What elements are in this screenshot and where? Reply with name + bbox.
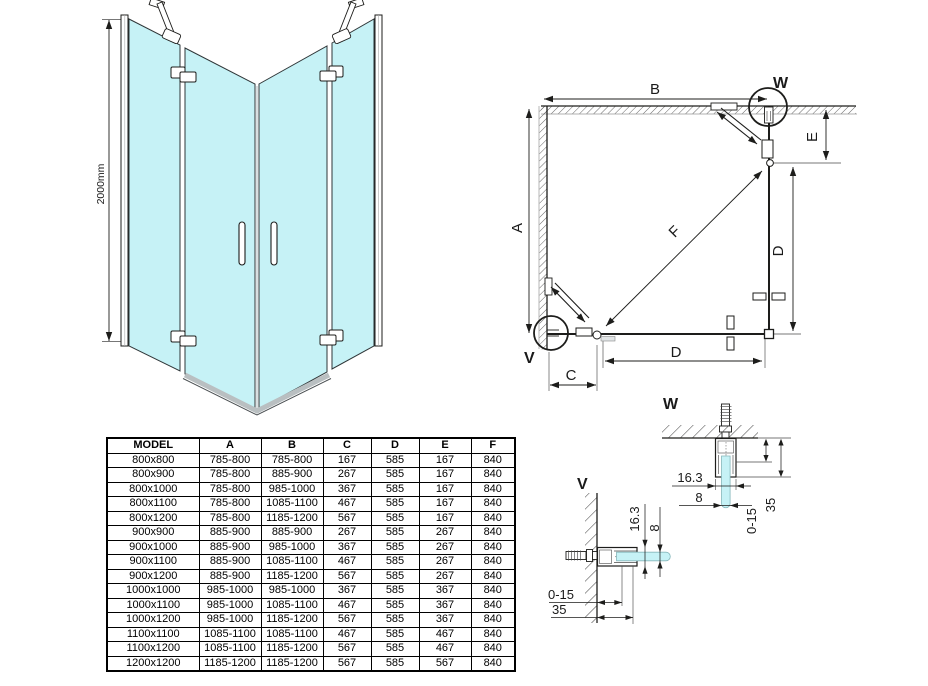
table-row xyxy=(107,584,515,599)
table-cell: 567 xyxy=(419,656,471,671)
right-glass-wall xyxy=(753,106,785,334)
table-cell: 585 xyxy=(371,598,419,613)
table-cell: 840 xyxy=(471,540,515,555)
table-cell: 1185-1200 xyxy=(199,656,261,671)
table-cell: 585 xyxy=(371,511,419,526)
dimension-c xyxy=(549,345,597,391)
table-cell: 1185-1200 xyxy=(261,511,323,526)
glass-pane-v xyxy=(617,552,671,561)
height-dim-label: 2000mm xyxy=(95,163,107,205)
table-cell: 367 xyxy=(323,540,371,555)
col-header-c: C xyxy=(323,438,371,453)
table-cell: 585 xyxy=(371,627,419,642)
table-row xyxy=(107,555,515,570)
table-cell: 585 xyxy=(371,555,419,570)
table-cell: 1185-1200 xyxy=(261,613,323,628)
table-cell: 167 xyxy=(419,511,471,526)
table-cell: 900x1200 xyxy=(107,569,199,584)
table-cell: 367 xyxy=(323,482,371,497)
pivot-right xyxy=(767,160,774,167)
table-cell: 585 xyxy=(371,613,419,628)
dim-label-e: E xyxy=(804,131,821,143)
table-cell: 367 xyxy=(419,613,471,628)
table-cell: 885-900 xyxy=(199,555,261,570)
table-cell: 800x1000 xyxy=(107,482,199,497)
table-row xyxy=(107,642,515,657)
dim-w-adjust-label: 0-15 xyxy=(744,507,759,535)
table-cell: 467 xyxy=(323,497,371,512)
table-cell: 840 xyxy=(471,555,515,570)
spec-table xyxy=(106,437,516,672)
detail-w-title: W xyxy=(663,396,679,413)
table-cell: 1085-1100 xyxy=(261,497,323,512)
table-cell: 785-800 xyxy=(199,511,261,526)
table-cell: 567 xyxy=(323,569,371,584)
col-header-f: F xyxy=(471,438,515,453)
table-cell: 467 xyxy=(419,642,471,657)
table-cell: 267 xyxy=(419,526,471,541)
dim-label-d-right: D xyxy=(770,245,787,257)
table-cell: 1085-1100 xyxy=(261,627,323,642)
dimension-a xyxy=(509,109,529,333)
table-cell: 367 xyxy=(419,598,471,613)
table-cell: 585 xyxy=(371,497,419,512)
table-cell: 567 xyxy=(323,511,371,526)
table-cell: 267 xyxy=(323,468,371,483)
dimension-d-bottom xyxy=(603,338,765,368)
table-cell: 885-900 xyxy=(199,540,261,555)
dim-w-glass xyxy=(679,490,752,508)
table-row xyxy=(107,526,515,541)
table-cell: 167 xyxy=(419,453,471,468)
table-header-row xyxy=(107,438,515,453)
table-cell: 167 xyxy=(323,453,371,468)
table-cell: 785-800 xyxy=(199,468,261,483)
dim-v-depth-label: 16.3 xyxy=(627,506,642,532)
table-cell: 567 xyxy=(323,656,371,671)
detail-marker-v-label: V xyxy=(524,350,535,367)
detail-v-title: V xyxy=(577,476,588,493)
col-header-model: MODEL xyxy=(107,438,199,453)
table-row xyxy=(107,540,515,555)
table-cell: 585 xyxy=(371,656,419,671)
table-row xyxy=(107,482,515,497)
dim-label-a: A xyxy=(509,222,526,234)
table-cell: 840 xyxy=(471,656,515,671)
table-cell: 840 xyxy=(471,584,515,599)
table-row xyxy=(107,613,515,628)
table-cell: 840 xyxy=(471,453,515,468)
table-cell: 467 xyxy=(419,627,471,642)
table-cell: 1185-1200 xyxy=(261,569,323,584)
corner-joint xyxy=(765,330,774,339)
dim-label-c: C xyxy=(565,367,577,384)
dim-v-glass-label: 8 xyxy=(647,524,662,532)
table-cell: 785-800 xyxy=(199,453,261,468)
table-cell: 800x1100 xyxy=(107,497,199,512)
table-cell: 1085-1100 xyxy=(199,627,261,642)
pivot-bracket-bottom xyxy=(576,328,592,336)
table-row xyxy=(107,569,515,584)
table-cell: 785-800 xyxy=(199,482,261,497)
table-cell: 840 xyxy=(471,526,515,541)
table-cell: 885-900 xyxy=(199,569,261,584)
plan-view xyxy=(505,60,928,405)
door-panel-right xyxy=(259,46,327,409)
dim-v-profile-label: 35 xyxy=(552,602,567,617)
table-cell: 840 xyxy=(471,468,515,483)
table-cell: 1185-1200 xyxy=(261,642,323,657)
dimension-e xyxy=(771,110,841,163)
table-cell: 840 xyxy=(471,642,515,657)
door-handle-left xyxy=(239,222,245,265)
table-cell: 467 xyxy=(323,598,371,613)
dim-w-adjust xyxy=(744,439,769,534)
wall-screw-v xyxy=(566,550,597,562)
pivot-bottom xyxy=(593,331,601,339)
table-cell: 1085-1100 xyxy=(261,555,323,570)
table-row xyxy=(107,656,515,671)
table-cell: 467 xyxy=(323,627,371,642)
table-cell: 367 xyxy=(419,584,471,599)
bottom-glass-wall xyxy=(547,316,774,350)
table-cell: 585 xyxy=(371,569,419,584)
table-body xyxy=(107,453,515,671)
table-row xyxy=(107,468,515,483)
table-cell: 885-900 xyxy=(261,468,323,483)
table-row xyxy=(107,511,515,526)
table-cell: 567 xyxy=(323,642,371,657)
detail-w xyxy=(662,396,791,534)
table-cell: 840 xyxy=(471,627,515,642)
table-cell: 1000x1100 xyxy=(107,598,199,613)
table-cell: 900x1100 xyxy=(107,555,199,570)
dimension-b xyxy=(544,81,767,99)
table-cell: 567 xyxy=(323,613,371,628)
glass-pane-w xyxy=(722,456,731,508)
table-cell: 267 xyxy=(419,540,471,555)
dim-v-glass xyxy=(647,507,663,577)
hinge-plan-right xyxy=(762,140,773,158)
table-cell: 467 xyxy=(323,555,371,570)
wall-w xyxy=(662,425,758,438)
table-cell: 585 xyxy=(371,642,419,657)
table-cell: 585 xyxy=(371,540,419,555)
door-handle-right xyxy=(271,222,277,265)
dim-w-depth-label: 16.3 xyxy=(677,470,703,485)
table-cell: 985-1000 xyxy=(261,482,323,497)
detail-views xyxy=(520,393,928,686)
table-cell: 985-1000 xyxy=(199,584,261,599)
table-cell: 785-800 xyxy=(199,497,261,512)
table-cell: 367 xyxy=(323,584,371,599)
table-cell: 885-900 xyxy=(199,526,261,541)
table-cell: 1085-1100 xyxy=(261,598,323,613)
dim-v-depth xyxy=(627,504,648,579)
detail-marker-w-label: W xyxy=(773,75,789,92)
dim-label-b: B xyxy=(649,81,661,98)
table-cell: 585 xyxy=(371,453,419,468)
handle-plan-bottom xyxy=(727,316,734,329)
table-row xyxy=(107,497,515,512)
table-cell: 1000x1200 xyxy=(107,613,199,628)
dim-label-f: F xyxy=(665,222,685,242)
table-cell: 985-1000 xyxy=(199,598,261,613)
col-header-e: E xyxy=(419,438,471,453)
dimension-d-right xyxy=(770,167,801,334)
dim-w-glass-label: 8 xyxy=(695,490,703,505)
table-cell: 985-1000 xyxy=(261,584,323,599)
dim-label-d-bottom: D xyxy=(670,344,682,361)
table-cell: 585 xyxy=(371,482,419,497)
table-cell: 267 xyxy=(323,526,371,541)
table-cell: 1085-1100 xyxy=(199,642,261,657)
table-cell: 800x900 xyxy=(107,468,199,483)
table-cell: 840 xyxy=(471,613,515,628)
isometric-view xyxy=(60,0,430,420)
table-cell: 585 xyxy=(371,468,419,483)
table-cell: 585 xyxy=(371,584,419,599)
table-cell: 800x1200 xyxy=(107,511,199,526)
table-row xyxy=(107,627,515,642)
table-cell: 840 xyxy=(471,598,515,613)
table-cell: 1185-1200 xyxy=(261,656,323,671)
table-cell: 167 xyxy=(419,482,471,497)
detail-v xyxy=(548,476,670,624)
table-cell: 840 xyxy=(471,569,515,584)
table-cell: 840 xyxy=(471,511,515,526)
col-header-d: D xyxy=(371,438,419,453)
table-cell: 840 xyxy=(471,482,515,497)
table-cell: 1000x1000 xyxy=(107,584,199,599)
table-cell: 785-800 xyxy=(261,453,323,468)
table-cell: 167 xyxy=(419,468,471,483)
table-cell: 1200x1200 xyxy=(107,656,199,671)
table-cell: 885-900 xyxy=(261,526,323,541)
table-row xyxy=(107,453,515,468)
table-cell: 167 xyxy=(419,497,471,512)
col-header-a: A xyxy=(199,438,261,453)
table-cell: 1100x1200 xyxy=(107,642,199,657)
dim-w-profile-label: 35 xyxy=(763,497,778,513)
table-cell: 840 xyxy=(471,497,515,512)
table-cell: 1100x1100 xyxy=(107,627,199,642)
table-cell: 800x800 xyxy=(107,453,199,468)
dim-w-depth xyxy=(672,470,751,489)
dim-v-adjust-label: 0-15 xyxy=(548,587,575,602)
dimension-f xyxy=(606,171,762,326)
table-row xyxy=(107,598,515,613)
table-cell: 985-1000 xyxy=(261,540,323,555)
table-cell: 585 xyxy=(371,526,419,541)
table-cell: 267 xyxy=(419,569,471,584)
col-header-b: B xyxy=(261,438,323,453)
table-cell: 267 xyxy=(419,555,471,570)
handle-plan-right xyxy=(753,293,766,300)
table-cell: 985-1000 xyxy=(199,613,261,628)
table-cell: 900x900 xyxy=(107,526,199,541)
table-cell: 900x1000 xyxy=(107,540,199,555)
